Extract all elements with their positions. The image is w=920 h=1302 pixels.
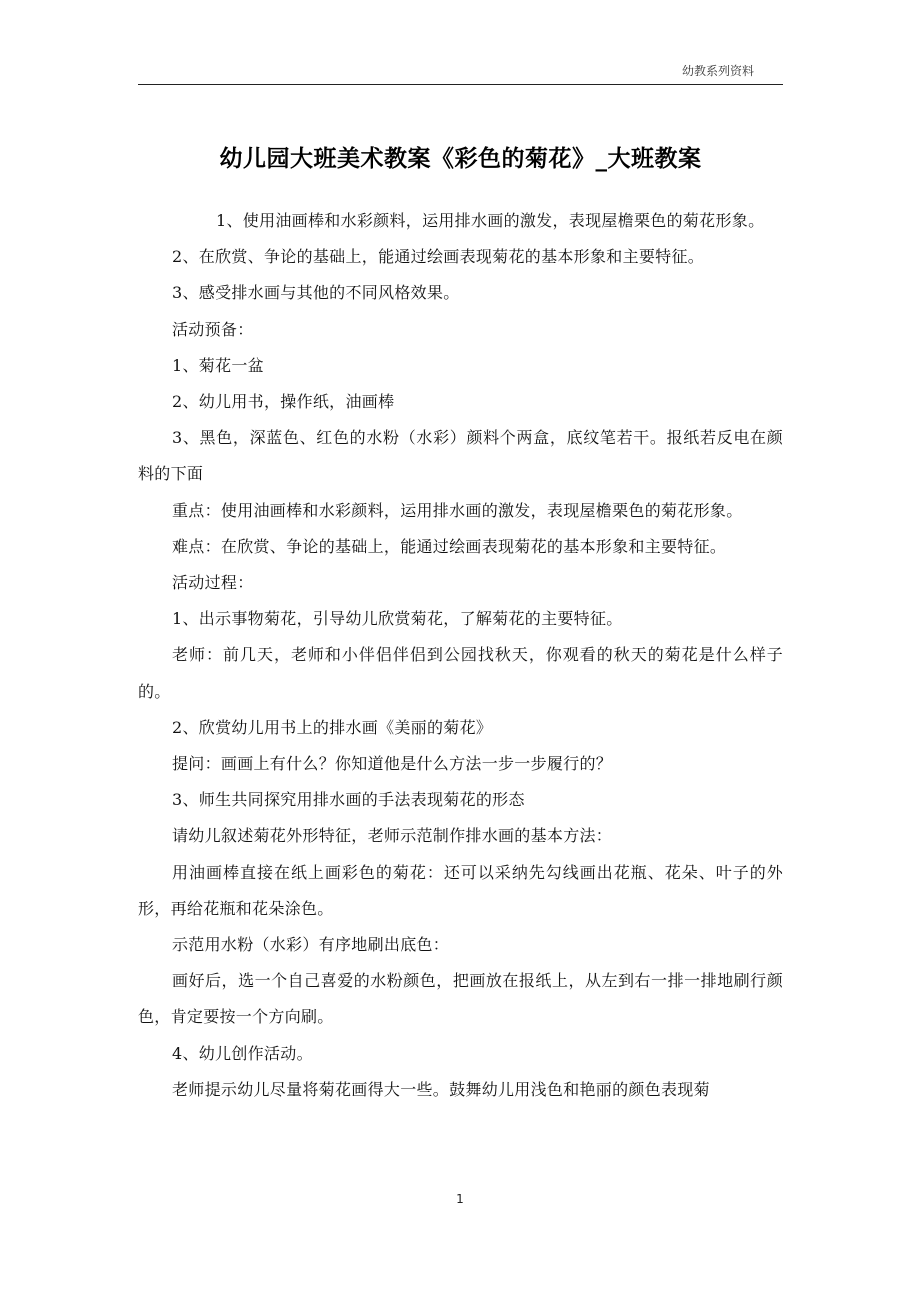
paragraph-prep-1: 1、菊花一盆	[172, 355, 264, 375]
paragraph-difficulty: 难点：在欣赏、争论的基础上，能通过绘画表现菊花的基本形象和主要特征。	[172, 536, 727, 556]
paragraph-goal-3: 3、感受排水画与其他的不同风格效果。	[172, 283, 460, 303]
paragraph-process-heading: 活动过程：	[172, 573, 254, 593]
paragraph-goal-1: 1、使用油画棒和水彩颜料，运用排水画的激发，表现屋檐栗色的菊花形象。	[216, 211, 765, 230]
paragraph-tip: 老师提示幼儿尽量将菊花画得大一些。鼓舞幼儿用浅色和艳丽的颜色表现菊	[172, 1079, 710, 1099]
paragraph-draw: 用油画棒直接在纸上画彩色的菊花：还可以采纳先勾线画出花瓶、花朵、叶子的外形，再给花瓶和花朵涂色。	[138, 862, 783, 918]
paragraph-teacher-question: 老师：前几天，老师和小伴侣伴侣到公园找秋天，你观看的秋天的菊花是什么样子的。	[138, 645, 783, 701]
header-rule	[138, 84, 783, 85]
paragraph-prep-heading: 活动预备：	[172, 319, 254, 339]
paragraph-demo: 示范用水粉（水彩）有序地刷出底色：	[172, 935, 450, 955]
paragraph-key-point: 重点：使用油画棒和水彩颜料，运用排水画的激发，表现屋檐栗色的菊花形象。	[172, 500, 743, 520]
page-number: 1	[456, 1192, 464, 1206]
paragraph-step-1: 1、出示事物菊花，引导幼儿欣赏菊花，了解菊花的主要特征。	[172, 609, 623, 629]
document-title: 幼儿园大班美术教案《彩色的菊花》_大班教案	[219, 146, 702, 172]
paragraph-step-4: 4、幼儿创作活动。	[172, 1043, 313, 1063]
paragraph-question: 提问：画画上有什么？你知道他是什么方法一步一步履行的？	[172, 754, 613, 774]
paragraph-describe: 请幼儿叙述菊花外形特征，老师示范制作排水画的基本方法：	[172, 826, 613, 846]
paragraph-prep-3: 3、黑色，深蓝色、红色的水粉（水彩）颜料个两盒，底纹笔若干。报纸若反电在颜料的下面	[138, 428, 783, 484]
paragraph-prep-2: 2、幼儿用书，操作纸，油画棒	[172, 392, 395, 412]
paragraph-step-2: 2、欣赏幼儿用书上的排水画《美丽的菊花》	[172, 717, 493, 737]
paragraph-goal-2: 2、在欣赏、争论的基础上，能通过绘画表现菊花的基本形象和主要特征。	[172, 247, 705, 267]
paragraph-step-3: 3、师生共同探究用排水画的手法表现菊花的形态	[172, 790, 525, 810]
page-header-label: 幼教系列资料	[681, 64, 754, 78]
document-body	[138, 203, 783, 1108]
paragraph-brush: 画好后，选一个自己喜爱的水粉颜色，把画放在报纸上，从左到右一排一排地刷行颜色，肯定要按一个方向刷。	[138, 971, 783, 1027]
